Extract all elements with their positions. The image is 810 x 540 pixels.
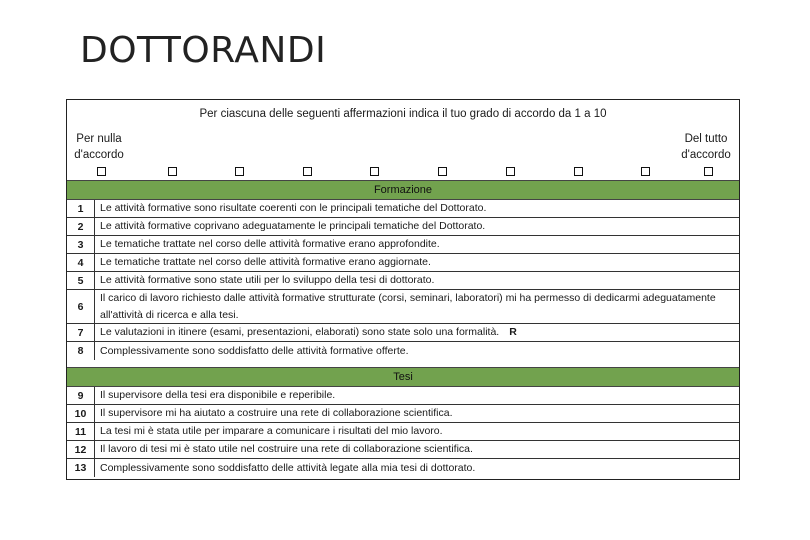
item-text-cell xyxy=(95,218,739,235)
rating-checkbox-8[interactable] xyxy=(574,167,583,176)
scale-high-line2: d'accordo xyxy=(681,149,731,161)
section-header-formazione: Formazione xyxy=(67,180,739,200)
item-statement: Le tematiche trattate nel corso delle attività formative erano approfondite. xyxy=(100,238,440,250)
item-statement: Le attività formative sono state utili per lo sviluppo della tesi di dottorato. xyxy=(100,274,435,286)
item-text-cell xyxy=(95,441,739,458)
item-statement: Il carico di lavoro richiesto dalle attività formative strutturate (corsi, seminari, laboratori) mi ha permesso di dedicarmi adeguatamente all'attività di ricerca e alla tesi. xyxy=(100,291,716,321)
item-statement: Il supervisore mi ha aiutato a costruire una rete di collaborazione scientifica. xyxy=(100,407,453,419)
item-statement: La tesi mi è stata utile per imparare a comunicare i risultati del mio lavoro. xyxy=(100,425,443,437)
table-row xyxy=(67,324,739,342)
rating-checkbox-10[interactable] xyxy=(704,167,713,176)
item-statement: Complessivamente sono soddisfatto delle attività formative offerte. xyxy=(100,344,409,357)
item-statement: Il supervisore della tesi era disponibile e reperibile. xyxy=(100,389,336,401)
item-number: 1 xyxy=(67,200,95,217)
item-text-cell xyxy=(95,387,739,404)
item-text-cell xyxy=(95,272,739,289)
rating-checkbox-6[interactable] xyxy=(438,167,447,176)
item-number: 5 xyxy=(67,272,95,289)
section-rows-formazione xyxy=(67,200,739,360)
item-statement: Le attività formative sono risultate coerenti con le principali tematiche del Dottorato. xyxy=(100,202,487,214)
item-number: 11 xyxy=(67,423,95,440)
table-row xyxy=(67,200,739,218)
scale-low-line2: d'accordo xyxy=(74,149,124,161)
survey-table xyxy=(66,99,740,480)
page-title: DOTTORANDI xyxy=(80,30,327,71)
item-number: 12 xyxy=(67,441,95,458)
table-row xyxy=(67,236,739,254)
item-text-cell xyxy=(95,324,739,341)
table-row xyxy=(67,459,739,477)
item-statement: Le valutazioni in itinere (esami, presentazioni, elaborati) sono state solo una formalità. xyxy=(100,326,500,338)
item-text-cell xyxy=(95,290,739,323)
item-text-cell xyxy=(95,236,739,253)
item-number: 6 xyxy=(67,290,95,323)
table-row xyxy=(67,387,739,405)
section-header-tesi: Tesi xyxy=(67,367,739,387)
item-number: 13 xyxy=(67,459,95,477)
item-number: 7 xyxy=(67,324,95,341)
rating-checkbox-2[interactable] xyxy=(168,167,177,176)
item-text-cell xyxy=(95,342,739,360)
scale-high-line1: Del tutto xyxy=(684,133,728,145)
instruction-text: Per ciascuna delle seguenti affermazioni indica il tuo grado di accordo da 1 a 10 xyxy=(199,108,607,120)
rating-checkbox-5[interactable] xyxy=(370,167,379,176)
scale-high-label xyxy=(677,131,735,163)
item-text-cell xyxy=(95,423,739,440)
table-row xyxy=(67,254,739,272)
item-text-cell xyxy=(95,254,739,271)
item-number: 10 xyxy=(67,405,95,422)
item-text-cell xyxy=(95,459,739,477)
table-row xyxy=(67,342,739,360)
table-row xyxy=(67,441,739,459)
table-row xyxy=(67,423,739,441)
item-number: 8 xyxy=(67,342,95,360)
item-statement: Complessivamente sono soddisfatto delle attività legate alla mia tesi di dottorato. xyxy=(100,461,476,474)
section-rows-tesi xyxy=(67,387,739,477)
item-number: 9 xyxy=(67,387,95,404)
scale-low-line1: Per nulla xyxy=(76,133,122,145)
item-text-cell xyxy=(95,405,739,422)
item-number: 2 xyxy=(67,218,95,235)
item-statement: Le attività formative coprivano adeguatamente le principali tematiche del Dottorato. xyxy=(100,220,486,232)
table-row xyxy=(67,405,739,423)
item-statement: Il lavoro di tesi mi è stato utile nel costruire una rete di collaborazione scientifica. xyxy=(100,443,473,455)
table-row xyxy=(67,218,739,236)
scale-low-label xyxy=(70,131,128,163)
item-number: 4 xyxy=(67,254,95,271)
table-row xyxy=(67,272,739,290)
rating-checkbox-3[interactable] xyxy=(235,167,244,176)
rating-checkbox-9[interactable] xyxy=(641,167,650,176)
table-row xyxy=(67,290,739,324)
item-number: 3 xyxy=(67,236,95,253)
rating-checkbox-4[interactable] xyxy=(303,167,312,176)
rating-checkbox-1[interactable] xyxy=(97,167,106,176)
rating-checkbox-7[interactable] xyxy=(506,167,515,176)
reverse-item-mark: R xyxy=(509,326,517,338)
item-statement: Le tematiche trattate nel corso delle attività formative erano aggiornate. xyxy=(100,256,431,268)
item-text-cell xyxy=(95,200,739,217)
